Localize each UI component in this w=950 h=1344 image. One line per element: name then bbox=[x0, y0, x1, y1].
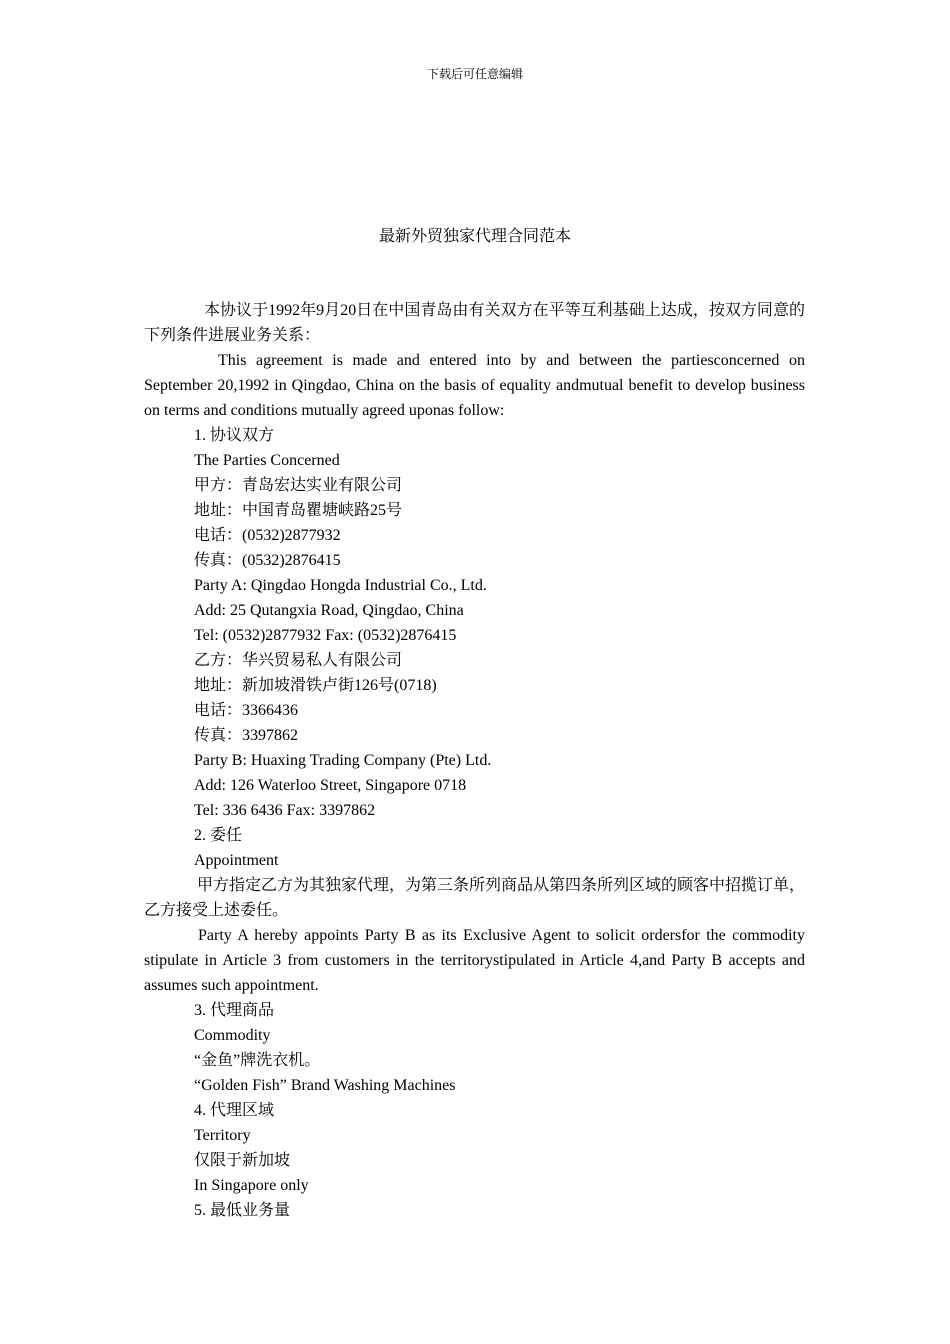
intro-paragraph-cn: 本协议于1992年9月20日在中国青岛由有关双方在平等互利基础上达成，按双方同意的下列条件进展业务关系： bbox=[144, 302, 805, 344]
party-a-phone-cn: 电话：(0532)2877932 bbox=[194, 527, 341, 544]
section-4-heading-cn: 4. 代理区域 bbox=[194, 1102, 275, 1119]
document-body bbox=[144, 298, 805, 1223]
party-a-name-cn: 甲方：青岛宏达实业有限公司 bbox=[194, 477, 403, 494]
party-a-address-cn: 地址：中国青岛瞿塘峡路25号 bbox=[194, 502, 403, 519]
party-a-fax-cn: 传真：(0532)2876415 bbox=[194, 552, 341, 569]
document-title: 最新外贸独家代理合同范本 bbox=[378, 228, 571, 245]
section-1-heading-en: The Parties Concerned bbox=[194, 452, 340, 469]
party-a-tel-fax-en: Tel: (0532)2877932 Fax: (0532)2876415 bbox=[194, 627, 457, 644]
appointment-paragraph-en: Party A hereby appoints Party B as its Exclusive Agent to solicit ordersfor the commodity stipulate in Article 3 from customers in the territorystipulated in Article 4,and Party B accepts and assumes such appointment. bbox=[144, 927, 805, 994]
page-header-note: 下载后可任意编辑 bbox=[426, 67, 523, 81]
party-a-name-en: Party A: Qingdao Hongda Industrial Co., Ltd. bbox=[194, 577, 487, 594]
party-b-address-en: Add: 126 Waterloo Street, Singapore 0718 bbox=[194, 777, 467, 794]
party-b-address-cn: 地址：新加坡滑铁卢街126号(0718) bbox=[194, 677, 437, 694]
party-b-tel-fax-en: Tel: 336 6436 Fax: 3397862 bbox=[194, 802, 376, 819]
section-3-heading-en: Commodity bbox=[194, 1027, 271, 1044]
section-1-heading-cn: 1. 协议双方 bbox=[194, 427, 275, 444]
territory-en: In Singapore only bbox=[194, 1177, 309, 1194]
section-2-heading-cn: 2. 委任 bbox=[194, 827, 243, 844]
party-b-name-cn: 乙方：华兴贸易私人有限公司 bbox=[194, 652, 403, 669]
territory-cn: 仅限于新加坡 bbox=[194, 1152, 291, 1169]
section-3-heading-cn: 3. 代理商品 bbox=[194, 1002, 275, 1019]
party-b-fax-cn: 传真：3397862 bbox=[194, 727, 299, 744]
section-4-heading-en: Territory bbox=[194, 1127, 251, 1144]
commodity-cn: “金鱼”牌洗衣机。 bbox=[194, 1052, 321, 1069]
section-5-heading-cn: 5. 最低业务量 bbox=[194, 1202, 291, 1219]
intro-paragraph-en: This agreement is made and entered into by and between the partiesconcerned on September 20,1992 in Qingdao, China on the basis of equality andmutual benefit to develop business on terms and conditions mutually agreed uponas follow: bbox=[144, 352, 805, 419]
party-b-phone-cn: 电话：3366436 bbox=[194, 702, 299, 719]
appointment-paragraph-cn: 甲方指定乙方为其独家代理，为第三条所列商品从第四条所列区域的顾客中招揽订单，乙方接受上述委任。 bbox=[144, 877, 806, 919]
commodity-en: “Golden Fish” Brand Washing Machines bbox=[194, 1077, 456, 1094]
party-a-address-en: Add: 25 Qutangxia Road, Qingdao, China bbox=[194, 602, 464, 619]
party-b-name-en: Party B: Huaxing Trading Company (Pte) Ltd. bbox=[194, 752, 492, 769]
section-2-heading-en: Appointment bbox=[194, 852, 279, 869]
